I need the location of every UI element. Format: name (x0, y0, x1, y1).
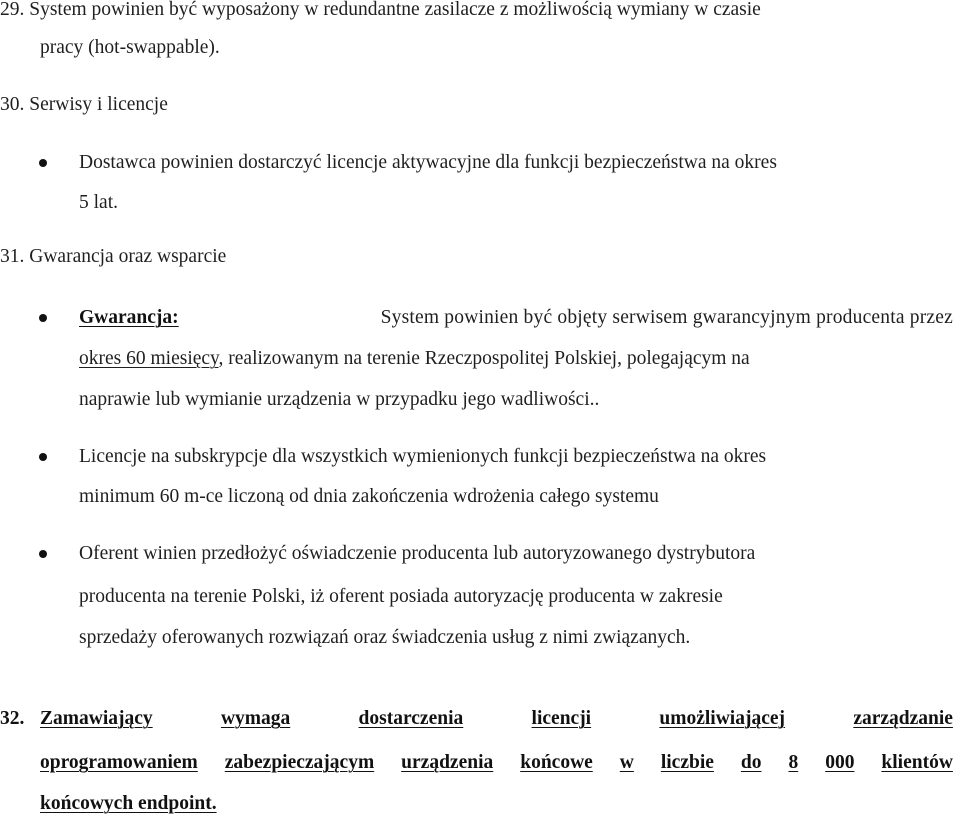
item-30-heading: 30. Serwisy i licencje (0, 94, 168, 115)
item-32-line-2-justified (40, 749, 953, 777)
bullet-icon (39, 550, 47, 558)
word: urządzenia (401, 752, 494, 773)
warranty-period: okres 60 miesięcy (79, 348, 219, 369)
word: umożliwiającej (659, 708, 786, 729)
item-29-line-2: pracy (hot-swappable). (40, 37, 220, 58)
item-32-line-3: końcowych endpoint. (40, 793, 217, 814)
word: dostarczenia (358, 708, 464, 729)
item-31-bullet-1-line-1 (79, 304, 953, 332)
warranty-text: System powinien być objęty serwisem gwarancyjnym producenta przez (380, 307, 953, 328)
word: Zamawiający (40, 708, 153, 729)
bullet-icon (39, 159, 47, 167)
word: końcowe (520, 752, 593, 773)
word: w (619, 752, 634, 773)
bullet-icon (39, 314, 47, 322)
bullet-icon (39, 453, 47, 461)
item-31-bullet-3-line-3: sprzedaży oferowanych rozwiązań oraz świadczenia usług z nimi związanych. (79, 627, 691, 648)
word: zarządzanie (853, 708, 953, 729)
word: 000 (825, 752, 855, 773)
word: 8 (788, 752, 799, 773)
warranty-text-cont: , realizowanym na terenie Rzeczpospolitej Polskiej, polegającym na (218, 348, 750, 369)
item-32-line-1-justified (40, 705, 953, 733)
item-31-bullet-2-line-2: minimum 60 m-ce liczoną od dnia zakończenia wdrożenia całego systemu (79, 486, 659, 507)
word: klientów (881, 752, 953, 773)
word: do (740, 752, 762, 773)
item-32-line-2 (40, 749, 953, 777)
item-31-bullet-1-line-3: naprawie lub wymianie urządzenia w przypadku jego wadliwości.. (79, 389, 600, 410)
item-31-bullet-3-line-2: producenta na terenie Polski, iż oferent posiada autoryzację producenta w zakresie (79, 586, 723, 607)
warranty-label: Gwarancja: (79, 307, 179, 328)
word: oprogramowaniem (40, 752, 198, 773)
word: wymaga (220, 708, 291, 729)
item-31-heading: 31. Gwarancja oraz wsparcie (0, 246, 227, 267)
item-31-bullet-3-line-1: Oferent winien przedłożyć oświadczenie producenta lub autoryzowanego dystrybutora (79, 543, 756, 564)
item-32-line-1 (40, 705, 953, 733)
item-31-bullet-2-line-1: Licencje na subskrypcje dla wszystkich wymienionych funkcji bezpieczeństwa na okres (79, 446, 767, 467)
item-29-line-1: 29. System powinien być wyposażony w redundantne zasilacze z możliwością wymiany w czasie (0, 0, 761, 20)
word: zabezpieczającym (224, 752, 375, 773)
item-30-bullet-1-line-2: 5 lat. (79, 192, 118, 213)
word: licencji (531, 708, 592, 729)
word: liczbie (660, 752, 714, 773)
item-31-bullet-1-line-2 (79, 345, 750, 373)
item-30-bullet-1-line-1: Dostawca powinien dostarczyć licencje aktywacyjne dla funkcji bezpieczeństwa na okres (79, 152, 777, 173)
item-32-number: 32. (0, 708, 25, 729)
